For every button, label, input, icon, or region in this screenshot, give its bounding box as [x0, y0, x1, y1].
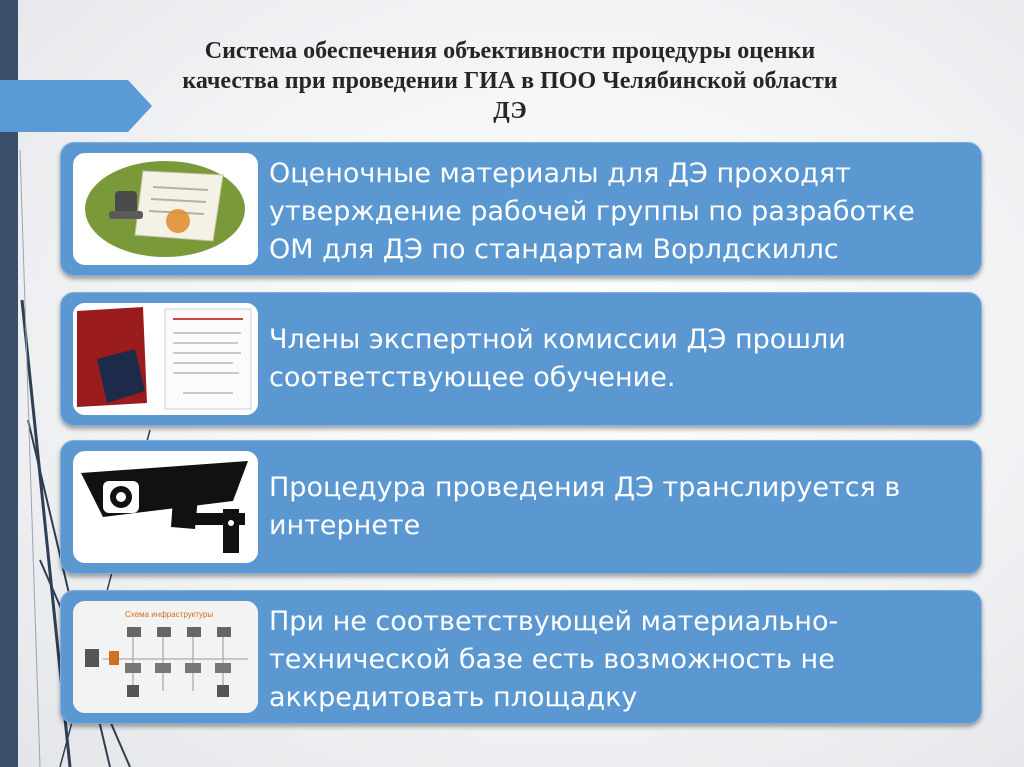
card-text: Процедура проведения ДЭ транслируется в интернете	[269, 472, 901, 541]
card-text: Оценочные материалы для ДЭ проходят утверждение рабочей группы по разработке ОМ для ДЭ по стандартам Ворлдскиллс	[269, 158, 915, 265]
security-camera-icon	[73, 451, 258, 563]
document-stamp-icon	[73, 153, 258, 265]
info-card-expert-training	[60, 292, 982, 426]
infrastructure-scheme-icon	[73, 601, 258, 713]
certificate-icon	[73, 303, 258, 415]
slide-title	[110, 36, 910, 126]
slide-title-line-3: ДЭ	[493, 98, 527, 124]
thumb-label: Схема инфраструктуры	[125, 610, 214, 619]
slide-title-line-2: качества при проведении ГИА в ПОО Челябинской области	[182, 68, 838, 94]
info-card-infrastructure	[60, 590, 982, 724]
title-accent-tab	[0, 80, 128, 132]
card-text: Члены экспертной комиссии ДЭ прошли соответствующее обучение.	[269, 324, 846, 393]
info-card-online-broadcast	[60, 440, 982, 574]
info-card-assessment-materials	[60, 142, 982, 276]
slide-title-line-1: Система обеспечения объективности процедуры оценки	[204, 38, 816, 64]
card-text: При не соответствующей материально-технической базе есть возможность не аккредитовать площадку	[269, 606, 839, 713]
